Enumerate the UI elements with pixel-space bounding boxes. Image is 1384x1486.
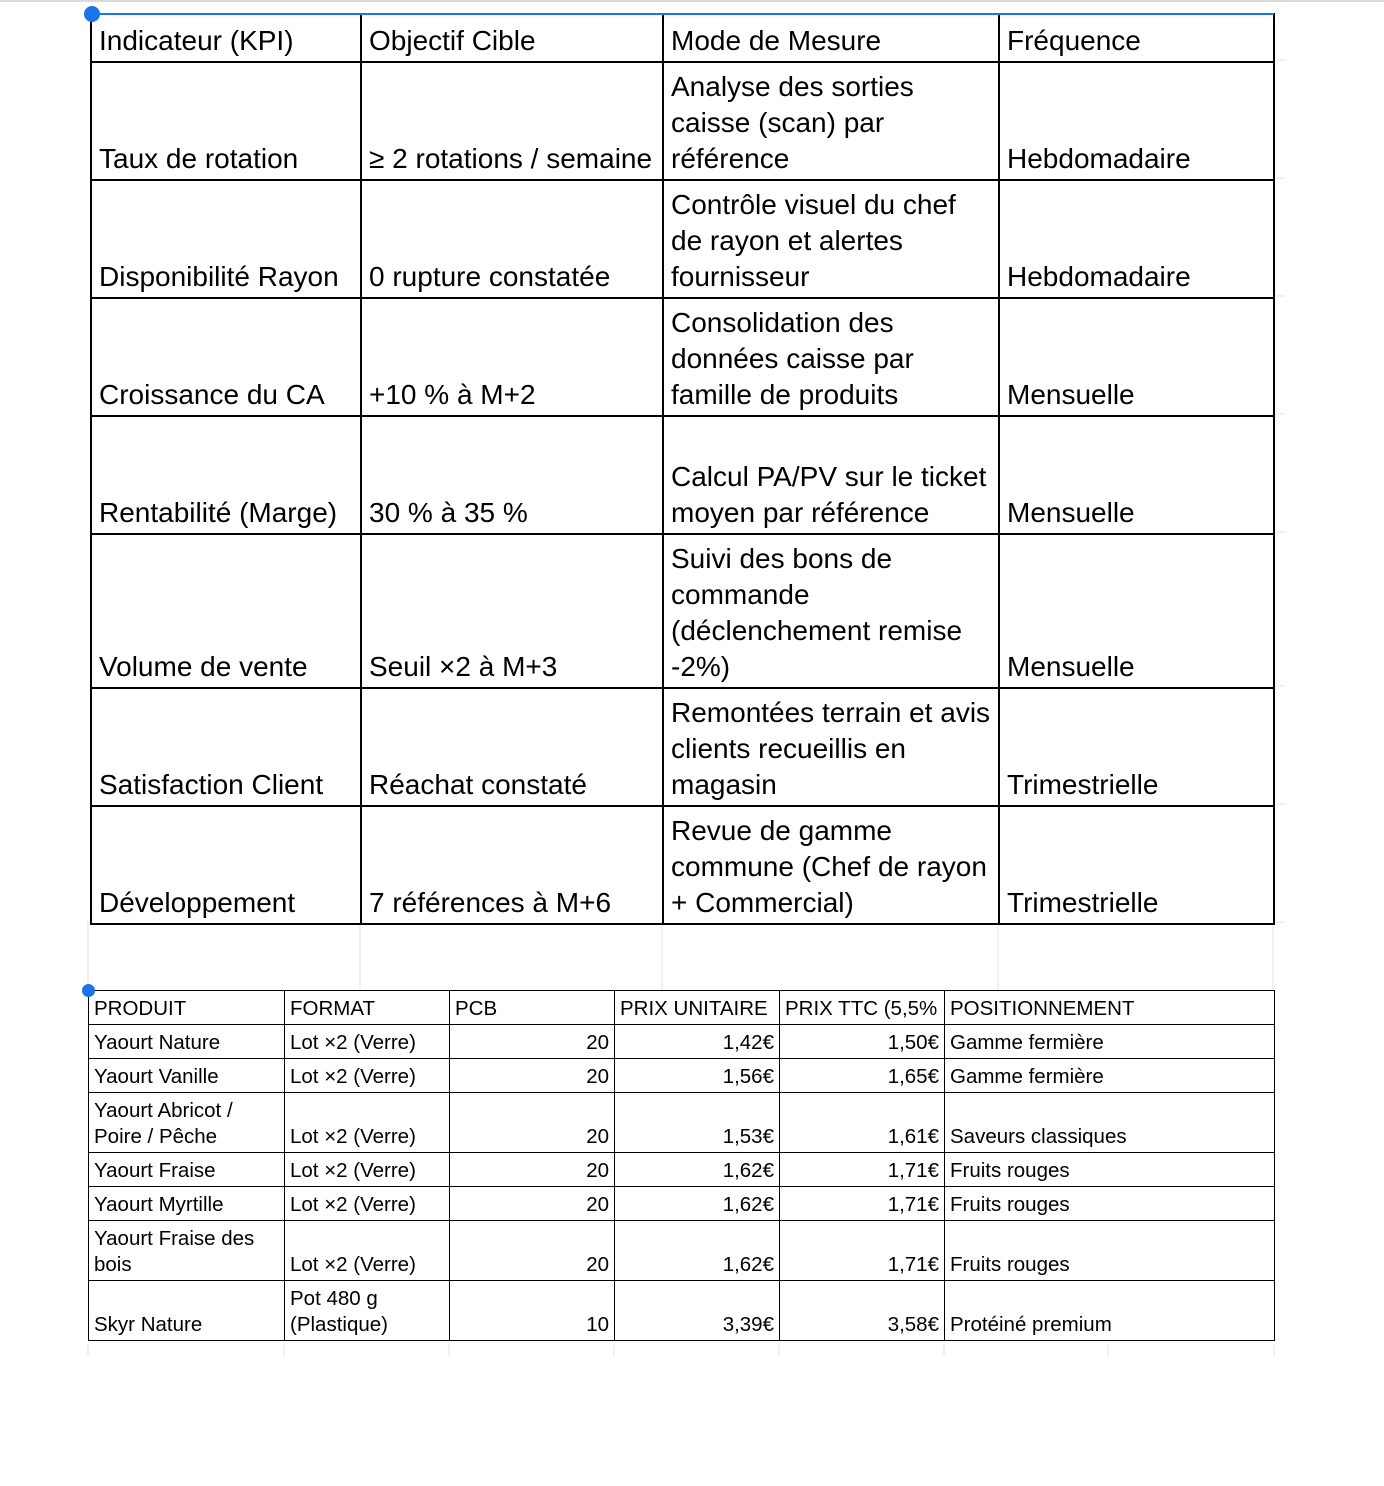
header-cell[interactable]: POSITIONNEMENT	[945, 991, 1275, 1025]
target-cell[interactable]: ≥ 2 rotations / semaine	[361, 62, 663, 180]
measure-cell[interactable]: Consolidation des données caisse par famille de produits	[663, 298, 999, 416]
table-row	[89, 1221, 1275, 1281]
table-header-row	[91, 14, 1274, 62]
product-cell[interactable]: Skyr Nature	[89, 1281, 285, 1341]
format-cell[interactable]: Lot ×2 (Verre)	[285, 1093, 450, 1153]
header-cell[interactable]: Mode de Mesure	[663, 14, 999, 62]
table-row	[89, 1025, 1275, 1059]
header-cell[interactable]: FORMAT	[285, 991, 450, 1025]
frequency-cell[interactable]: Hebdomadaire	[999, 62, 1274, 180]
target-cell[interactable]: Seuil ×2 à M+3	[361, 534, 663, 688]
format-cell[interactable]: Pot 480 g (Plastique)	[285, 1281, 450, 1341]
product-cell[interactable]: Yaourt Vanille	[89, 1059, 285, 1093]
ttc-price-cell[interactable]: 1,65€	[780, 1059, 945, 1093]
table-row	[89, 1187, 1275, 1221]
target-cell[interactable]: 30 % à 35 %	[361, 416, 663, 534]
unit-price-cell[interactable]: 1,53€	[615, 1093, 780, 1153]
frequency-cell[interactable]: Mensuelle	[999, 298, 1274, 416]
ttc-price-cell[interactable]: 1,71€	[780, 1221, 945, 1281]
product-cell[interactable]: Yaourt Myrtille	[89, 1187, 285, 1221]
format-cell[interactable]: Lot ×2 (Verre)	[285, 1221, 450, 1281]
table-row	[89, 1153, 1275, 1187]
positioning-cell[interactable]: Gamme fermière	[945, 1025, 1275, 1059]
frequency-cell[interactable]: Trimestrielle	[999, 806, 1274, 924]
ttc-price-cell[interactable]: 1,61€	[780, 1093, 945, 1153]
measure-cell[interactable]: Suivi des bons de commande (déclenchement remise -2%)	[663, 534, 999, 688]
header-cell[interactable]: PRIX TTC (5,5%	[780, 991, 945, 1025]
frequency-cell[interactable]: Hebdomadaire	[999, 180, 1274, 298]
table-row	[89, 1093, 1275, 1153]
pcb-cell[interactable]: 10	[450, 1281, 615, 1341]
target-cell[interactable]: Réachat constaté	[361, 688, 663, 806]
unit-price-cell[interactable]: 1,42€	[615, 1025, 780, 1059]
header-cell[interactable]: PCB	[450, 991, 615, 1025]
kpi-cell[interactable]: Rentabilité (Marge)	[91, 416, 361, 534]
product-cell[interactable]: Yaourt Fraise	[89, 1153, 285, 1187]
positioning-cell[interactable]: Fruits rouges	[945, 1221, 1275, 1281]
product-table	[88, 990, 1275, 1341]
kpi-cell[interactable]: Développement	[91, 806, 361, 924]
target-cell[interactable]: 0 rupture constatée	[361, 180, 663, 298]
format-cell[interactable]: Lot ×2 (Verre)	[285, 1153, 450, 1187]
table-row	[89, 1059, 1275, 1093]
table-resize-handle[interactable]	[84, 6, 100, 22]
measure-cell[interactable]: Remontées terrain et avis clients recueillis en magasin	[663, 688, 999, 806]
table-row	[91, 806, 1274, 924]
positioning-cell[interactable]: Fruits rouges	[945, 1187, 1275, 1221]
pcb-cell[interactable]: 20	[450, 1093, 615, 1153]
table-row	[91, 688, 1274, 806]
unit-price-cell[interactable]: 3,39€	[615, 1281, 780, 1341]
table-row	[91, 298, 1274, 416]
pcb-cell[interactable]: 20	[450, 1059, 615, 1093]
pcb-cell[interactable]: 20	[450, 1153, 615, 1187]
target-cell[interactable]: +10 % à M+2	[361, 298, 663, 416]
table-header-row	[89, 991, 1275, 1025]
target-cell[interactable]: 7 références à M+6	[361, 806, 663, 924]
kpi-cell[interactable]: Volume de vente	[91, 534, 361, 688]
measure-cell[interactable]: Analyse des sorties caisse (scan) par référence	[663, 62, 999, 180]
frequency-cell[interactable]: Mensuelle	[999, 534, 1274, 688]
frequency-cell[interactable]: Mensuelle	[999, 416, 1274, 534]
product-cell[interactable]: Yaourt Nature	[89, 1025, 285, 1059]
format-cell[interactable]: Lot ×2 (Verre)	[285, 1059, 450, 1093]
pcb-cell[interactable]: 20	[450, 1025, 615, 1059]
table-row	[89, 1281, 1275, 1341]
unit-price-cell[interactable]: 1,56€	[615, 1059, 780, 1093]
pcb-cell[interactable]: 20	[450, 1187, 615, 1221]
ttc-price-cell[interactable]: 1,71€	[780, 1153, 945, 1187]
pcb-cell[interactable]: 20	[450, 1221, 615, 1281]
positioning-cell[interactable]: Protéiné premium	[945, 1281, 1275, 1341]
table-resize-handle[interactable]	[82, 984, 95, 997]
format-cell[interactable]: Lot ×2 (Verre)	[285, 1025, 450, 1059]
header-cell[interactable]: PRIX UNITAIRE	[615, 991, 780, 1025]
frequency-cell[interactable]: Trimestrielle	[999, 688, 1274, 806]
positioning-cell[interactable]: Gamme fermière	[945, 1059, 1275, 1093]
header-cell[interactable]: Fréquence	[999, 14, 1274, 62]
measure-cell[interactable]: Contrôle visuel du chef de rayon et alertes fournisseur	[663, 180, 999, 298]
table-selection-edge	[92, 13, 1274, 15]
kpi-table	[90, 13, 1275, 925]
header-cell[interactable]: Indicateur (KPI)	[91, 14, 361, 62]
unit-price-cell[interactable]: 1,62€	[615, 1153, 780, 1187]
unit-price-cell[interactable]: 1,62€	[615, 1221, 780, 1281]
format-cell[interactable]: Lot ×2 (Verre)	[285, 1187, 450, 1221]
kpi-cell[interactable]: Satisfaction Client	[91, 688, 361, 806]
measure-cell[interactable]: Calcul PA/PV sur le ticket moyen par référence	[663, 416, 999, 534]
ttc-price-cell[interactable]: 3,58€	[780, 1281, 945, 1341]
header-cell[interactable]: Objectif Cible	[361, 14, 663, 62]
positioning-cell[interactable]: Saveurs classiques	[945, 1093, 1275, 1153]
measure-cell[interactable]: Revue de gamme commune (Chef de rayon + Commercial)	[663, 806, 999, 924]
ttc-price-cell[interactable]: 1,50€	[780, 1025, 945, 1059]
positioning-cell[interactable]: Fruits rouges	[945, 1153, 1275, 1187]
ttc-price-cell[interactable]: 1,71€	[780, 1187, 945, 1221]
header-cell[interactable]: PRODUIT	[89, 991, 285, 1025]
kpi-cell[interactable]: Croissance du CA	[91, 298, 361, 416]
table-row	[91, 180, 1274, 298]
kpi-cell[interactable]: Taux de rotation	[91, 62, 361, 180]
kpi-cell[interactable]: Disponibilité Rayon	[91, 180, 361, 298]
table-row	[91, 534, 1274, 688]
table-row	[91, 416, 1274, 534]
table-row	[91, 62, 1274, 180]
product-cell[interactable]: Yaourt Fraise des bois	[89, 1221, 285, 1281]
product-cell[interactable]: Yaourt Abricot / Poire / Pêche	[89, 1093, 285, 1153]
unit-price-cell[interactable]: 1,62€	[615, 1187, 780, 1221]
